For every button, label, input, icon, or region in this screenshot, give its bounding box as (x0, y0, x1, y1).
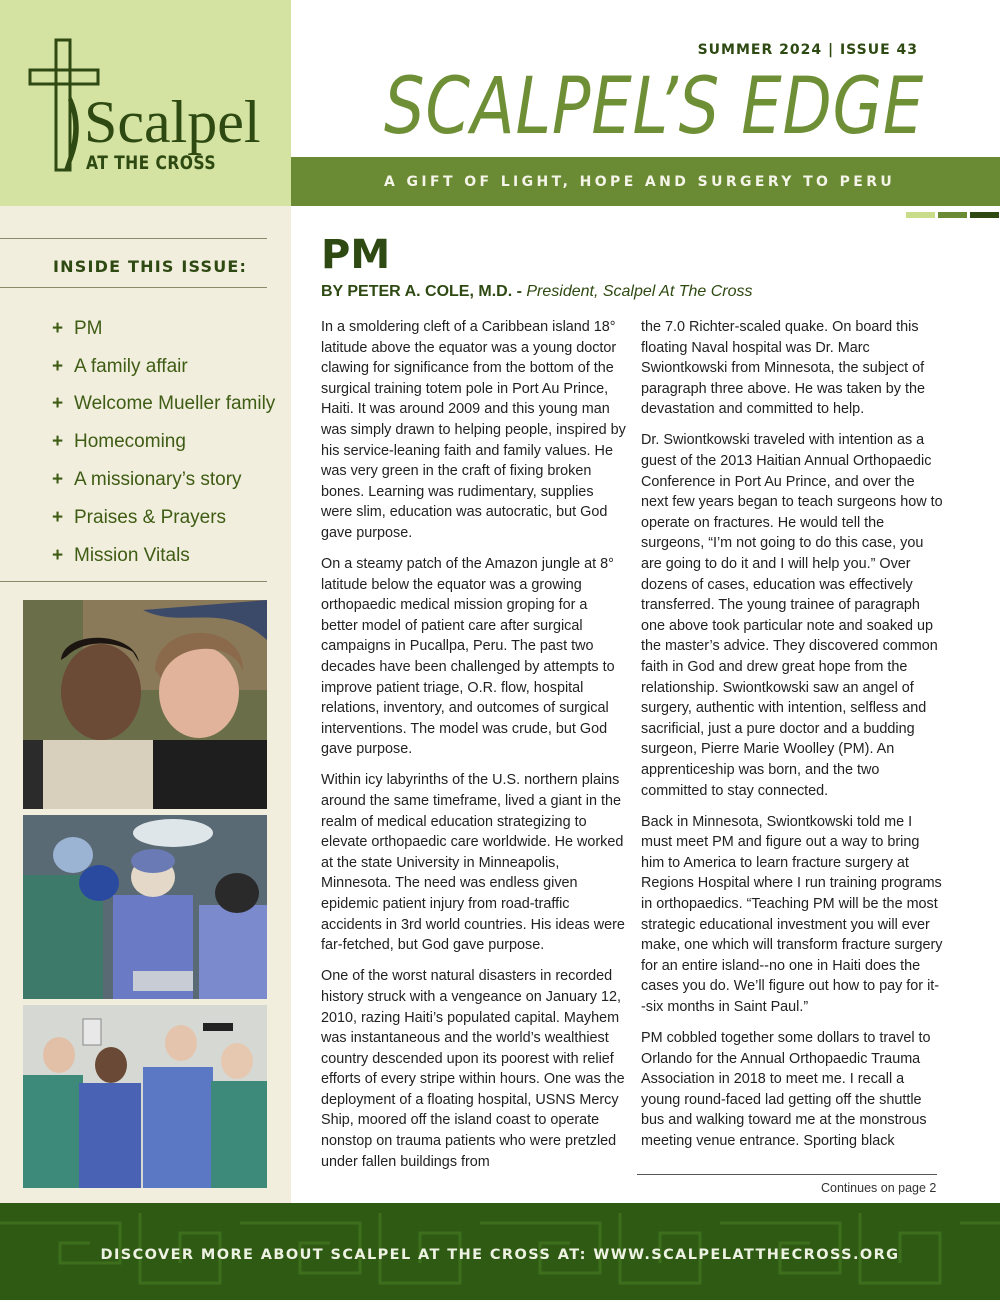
logo[interactable] (0, 0, 291, 206)
plus-icon: + (52, 355, 64, 377)
paragraph: PM cobbled together some dollars to travel to Orlando for the Annual Orthopaedic Trauma Association in 2018 to meet me. I recall a young round-faced lad getting off the shuttle bus and walking toward me at the monstrous meeting venue entrance. Sporting black (641, 1030, 931, 1150)
issue-line: SUMMER 2024 | ISSUE 43 (697, 42, 918, 58)
toc-item-family-affair[interactable]: + A family affair (52, 355, 188, 377)
toc-item-homecoming[interactable]: + Homecoming (52, 431, 186, 453)
plus-icon: + (52, 506, 64, 528)
article-column-1 (321, 317, 627, 1183)
byline-role: President, Scalpel At The Cross (526, 283, 753, 300)
plus-icon: + (52, 317, 64, 339)
logo-subline: AT THE CROSS (86, 152, 216, 174)
paragraph: Within icy labyrinths of the U.S. northern plains around the same timeframe, lived a giant in the realm of medical education strategizing to elevate orthopaedic care worldwide. He worked at the state University in Minneapolis, Minnesota. The need was endless given epidemic patient injury from road-traffic accidents in 3rd world countries. His ideas were far-fetched, but God gave purpose. (321, 772, 625, 954)
toc-item-pm[interactable]: + PM (52, 317, 103, 339)
footer-website-link[interactable]: DISCOVER MORE ABOUT SCALPEL AT THE CROSS AT: WWW.SCALPELATTHECROSS.ORG (100, 1247, 900, 1263)
photo-two-doctors (23, 600, 267, 809)
paragraph: Back in Minnesota, Swiontkowski told me I must meet PM and figure out a way to bring him to America to learn fracture surgery at Regions Hospital where I run training programs in orthopaedics. “Teaching PM will be the most strategic educational investment you will ever make, one which will transform fracture surgery for an entire island--no one in Haiti does the cases you do. We’ll figure out how to pay for it--six months in Saint Paul.” (641, 813, 943, 1015)
accent-bar-dark (970, 212, 999, 218)
paragraph: In a smoldering cleft of a Caribbean island 18° latitude above the equator was a young doctor clawing for significance from the bottom of the surgical training totem pole in Port Au Prince, Haiti. It was around 2009 and this young man was simply drawn to helping people, inspired by his service-leaning faith and family values. He was very green in the craft of fixing broken bones. Learning was rudimentary, supplies were slim, education was autocratic, but God gave purpose. (321, 319, 626, 541)
table-of-contents (52, 310, 275, 575)
accent-bar-light (906, 212, 935, 218)
masthead-title: SCALPEL’S EDGE (384, 62, 925, 152)
accent-bar-mid (938, 212, 967, 218)
photo-team-portrait (23, 1005, 267, 1188)
toc-item-mission-vitals[interactable]: + Mission Vitals (52, 544, 190, 566)
paragraph: One of the worst natural disasters in recorded history struck with a vengeance on January 12, 2010, razing Haiti’s populated capital. Mayhem was instantaneous and the world’s wealthiest country descended upon its poorest with relief efforts of every stripe within hours. One was the deployment of a floating hospital, USNS Mercy Ship, moored off the island coast to operate nonstop on trauma patients who were pretzled under fallen buildings from (321, 968, 625, 1170)
toc-item-praises-prayers[interactable]: + Praises & Prayers (52, 506, 227, 528)
plus-icon: + (52, 469, 64, 491)
logo-wordmark: Scalpel (84, 89, 261, 155)
byline (321, 283, 753, 301)
paragraph: Dr. Swiontkowski traveled with intention as a guest of the 2013 Haitian Annual Orthopaedic Conference in Port Au Prince, and over the next few years began to teach surgeons how to operate on fractures. He would tell the surgeons, “I’m not going to do this case, you are going to do it and I will help you.” Over dozens of cases, education was effectively transferred. The young trainee of paragraph one above took particular note and soaked up the master’s advice. They discovered common faith in God and drew great hope from the relationship. Swiontkowski saw an angel of surgery, authentic with intention, selfless and sacrificial, just a pure doctor and a budding surgeon, Pierre Marie Woolley (PM). An apprenticeship was born, and the two committed to stay connected. (641, 432, 943, 799)
plus-icon: + (52, 393, 64, 415)
article-title: PM (321, 232, 391, 278)
continues-link[interactable]: Continues on page 2 (821, 1181, 937, 1195)
plus-icon: + (52, 544, 64, 566)
paragraph: the 7.0 Richter-scaled quake. On board this floating Naval hospital was Dr. Marc Swiontkowski from Minnesota, the subject of paragraph three above. He was taken by the devastation and committed to help. (641, 319, 925, 418)
toc-item-mueller-family[interactable]: + Welcome Mueller family (52, 393, 276, 415)
paragraph: On a steamy patch of the Amazon jungle at 8° latitude below the equator was a growing orthopaedic medical mission groping for a better model of patient care after surgical campaigns in Pucallpa, Peru. The past two decades have been challenged by attempts to improve patient triage, O.R. flow, hospital relations, inventory, and outcomes of surgical interventions. The model was crude, but God gave purpose. (321, 556, 615, 758)
plus-icon: + (52, 431, 64, 453)
article-column-2 (641, 317, 943, 1162)
byline-name: BY PETER A. COLE, M.D. - (321, 283, 527, 300)
inside-issue-title: INSIDE THIS ISSUE: (53, 257, 248, 276)
tagline: A GIFT OF LIGHT, HOPE AND SURGERY TO PERU (384, 174, 896, 190)
divider (0, 581, 267, 582)
photo-surgical-team (23, 815, 267, 999)
divider (637, 1174, 937, 1175)
toc-item-missionary-story[interactable]: + A missionary’s story (52, 469, 242, 491)
